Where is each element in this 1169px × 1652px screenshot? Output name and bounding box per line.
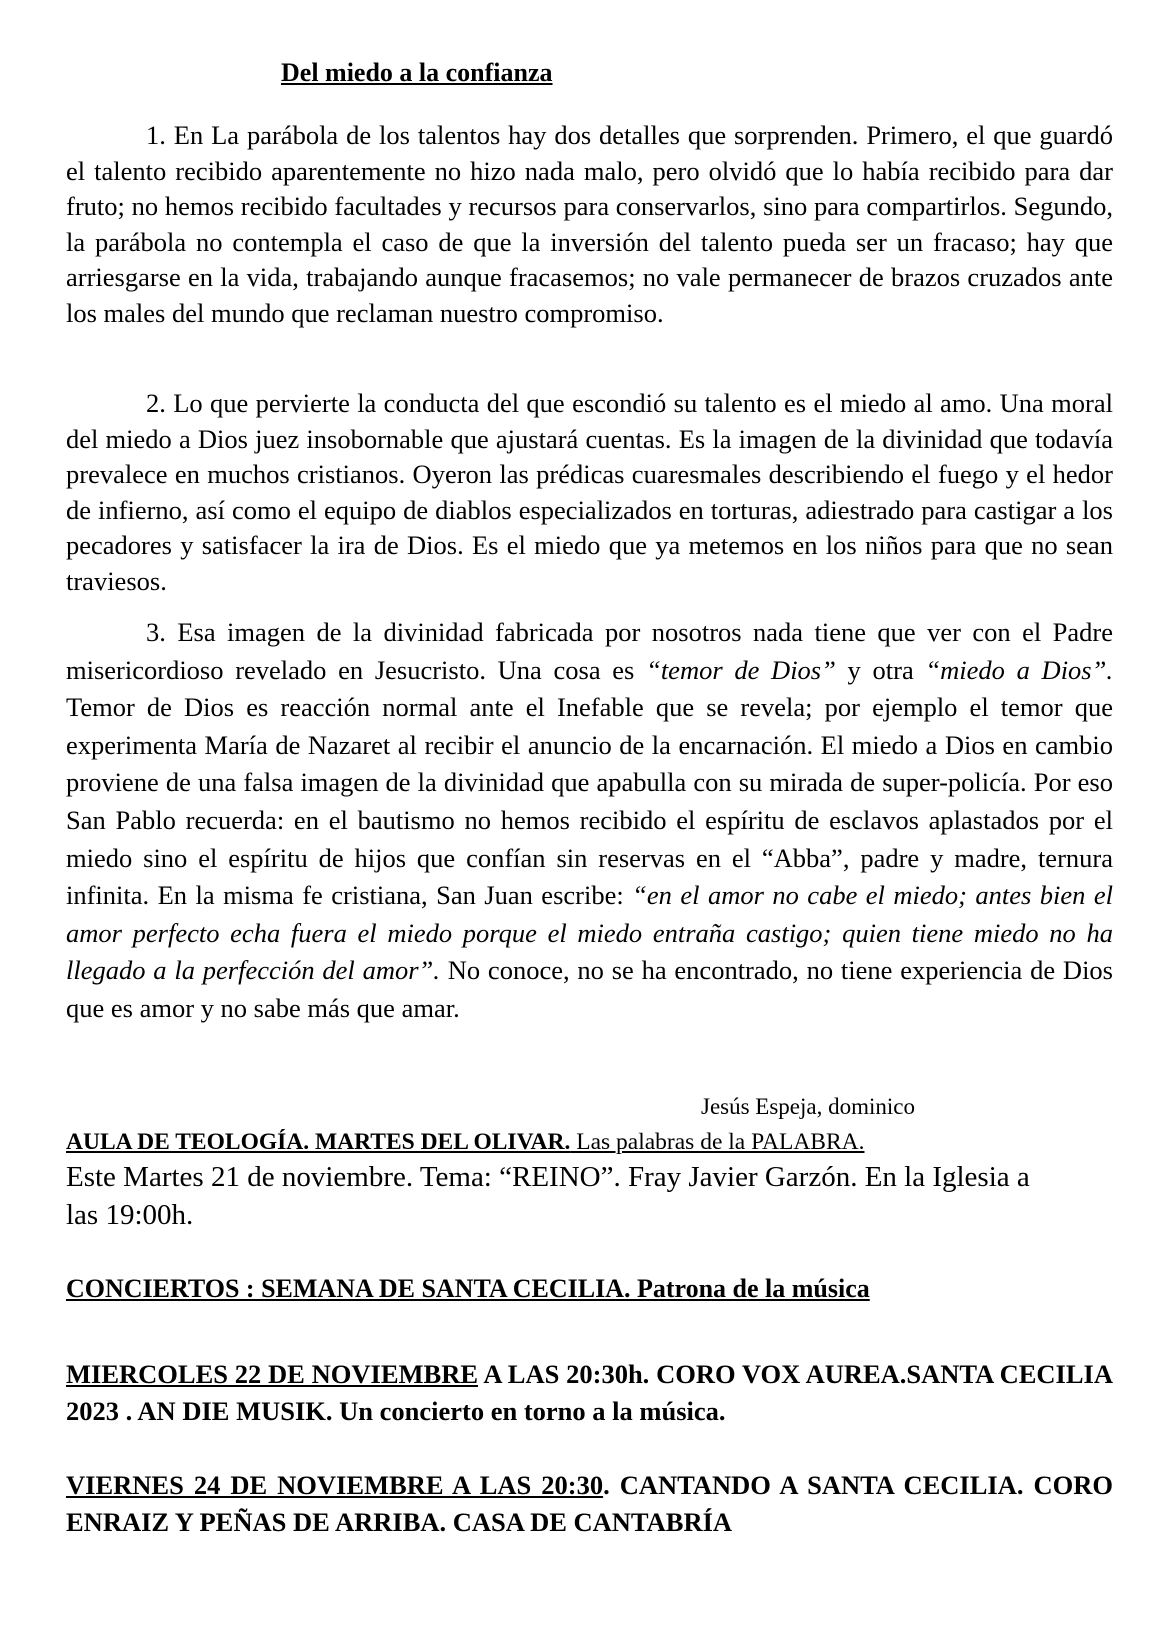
conciertos-heading: CONCIERTOS : SEMANA DE SANTA CECILIA. Patrona de la música xyxy=(66,1274,870,1303)
paragraph-3-text-a: 3. Esa imagen de la divinidad fabricada por nosotros nada tiene que ver con el Padre misericordioso revelado en Jesucristo. Una cosa es xyxy=(66,617,1113,685)
concert-event-2 xyxy=(66,1467,1113,1541)
quote-temor-de-dios: “temor de Dios” xyxy=(646,654,836,685)
paragraph-2: 2. Lo que pervierte la conducta del que escondió su talento es el miedo al amo. Una moral del miedo a Dios juez insobornable que ajustará cuentas. Es la imagen de la divinidad que todavía prevalece en muchos cristianos. Oyeron las prédicas cuaresmales describiendo el fuego y el hedor de infierno, así como el equipo de diablos especializados en torturas, adiestrado para castigar a los pecadores y satisfacer la ira de Dios. Es el miedo que ya metemos en los niños para que no sean traviesos. xyxy=(66,388,1113,596)
article-title: Del miedo a la confianza xyxy=(281,58,553,87)
quote-san-juan: “en el amor no cabe el miedo; antes bien el amor perfecto echa fuera el miedo porque el miedo entraña castigo; quien tiene miedo no ha llegado a la perfección del amor”. xyxy=(66,880,1113,986)
aula-heading-bold: AULA DE TEOLOGÍA. MARTES DEL OLIVAR. xyxy=(66,1129,571,1155)
quote-miedo-a-dios: “miedo a Dios”. xyxy=(925,654,1113,685)
aula-heading-plain: Las palabras de la PALABRA. xyxy=(570,1129,865,1155)
paragraph-1: 1. En La parábola de los talentos hay dos detalles que sorprenden. Primero, el que guardó el talento recibido aparentemente no hizo nada malo, pero olvidó que lo había recibido para dar fruto; no hemos recibido facultades y recursos para conservarlos, sino para compartirlos. Segundo, la parábola no contempla el caso de que la inversión del talento pueda ser un fracaso; hay que arriesgarse en la vida, trabajando aunque fracasemos; no vale permanecer de brazos cruzados ante los males del mundo que reclaman nuestro compromiso. xyxy=(66,120,1113,328)
paragraph-3-text-d: No conoce, no se ha encontrado, no tiene experiencia de Dios que es amor y no sabe más que amar. xyxy=(66,955,1113,1023)
author-signature: Jesús Espeja, dominico xyxy=(701,1094,915,1119)
concert-event-2-date: VIERNES 24 DE NOVIEMBRE A LAS 20:30 xyxy=(66,1470,604,1500)
concert-event-1-details: A LAS 20:30h. CORO VOX AUREA.SANTA CECILIA 2023 . AN DIE MUSIK. Un concierto en torno a la música. xyxy=(66,1359,1113,1426)
paragraph-3-text-b: y otra xyxy=(835,654,926,685)
concert-event-2-details: . CANTANDO A SANTA CECILIA. CORO ENRAIZ Y PEÑAS DE ARRIBA. CASA DE CANTABRÍA xyxy=(66,1470,1113,1537)
paragraph-3 xyxy=(66,614,1113,1028)
concert-event-1-date: MIERCOLES 22 DE NOVIEMBRE xyxy=(66,1359,479,1389)
paragraph-3-text-c: Temor de Dios es reacción normal ante el Inefable que se revela; por ejemplo el temor que experimenta María de Nazaret al recibir el anuncio de la encarnación. El miedo a Dios en cambio proviene de una falsa imagen de la divinidad que apabulla con su mirada de super-policía. Por eso San Pablo recuerda: en el bautismo no hemos recibido el espíritu de esclavos aplastados por el miedo sino el espíritu de hijos que confían sin reservas en el “Abba”, padre y madre, ternura infinita. En la misma fe cristiana, San Juan escribe: xyxy=(66,692,1113,911)
aula-announcement: Este Martes 21 de noviembre. Tema: “REINO”. Fray Javier Garzón. En la Iglesia a las 19:00h. xyxy=(66,1161,1030,1231)
aula-heading xyxy=(66,1129,864,1156)
concert-event-1 xyxy=(66,1356,1113,1430)
